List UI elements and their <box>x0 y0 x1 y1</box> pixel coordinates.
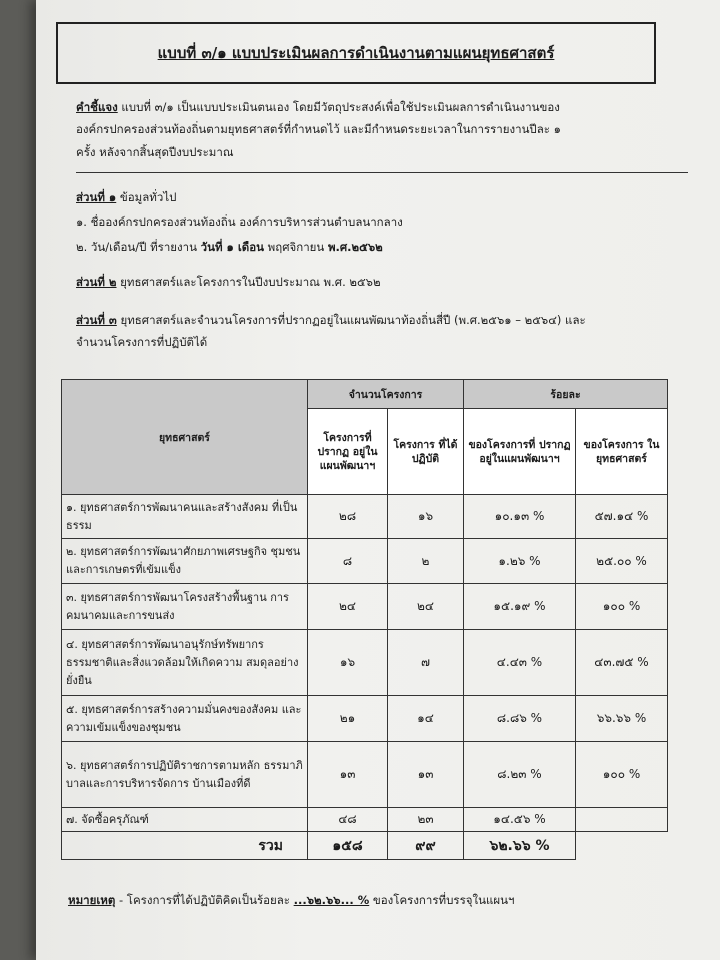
note-suffix: ของโครงการที่บรรจุในแผนฯ <box>372 893 515 907</box>
instructions-line-1 <box>76 98 560 116</box>
pct-plan: ๑๐.๑๓ % <box>464 495 576 539</box>
table-row <box>62 495 668 539</box>
in-plan-count: ๑๓ <box>308 742 388 808</box>
divider <box>76 172 688 173</box>
in-plan-count: ๘ <box>308 539 388 584</box>
table-row <box>62 584 668 630</box>
done-count: ๗ <box>388 630 464 696</box>
total-pct-plan: ๖๒.๖๖ % <box>464 832 576 860</box>
instructions-text-2: องค์กรปกครองส่วนท้องถิ่นตามยุทธศาสตร์ที่กำหนดไว้ และมีกำหนดระยะเวลาในการรายงานปีละ ๑ <box>76 122 561 136</box>
table-row <box>62 742 668 808</box>
header-pct-plan: ของโครงการที่ ปรากฏ อยู่ในแผนพัฒนาฯ <box>464 409 576 495</box>
footnote <box>68 892 514 910</box>
pct-strategy: ๑๐๐ % <box>576 584 668 630</box>
strategy-name: ๕. ยุทธศาสตร์การสร้างความมั่นคงของสังคม และความเข้มแข็งของชุมชน <box>62 696 308 742</box>
strategy-name: ๖. ยุทธศาสตร์การปฏิบัติราชการตามหลัก ธรรมาภิบาลและการบริหารจัดการ บ้านเมืองที่ดี <box>62 742 308 808</box>
strategy-name: ๒. ยุทธศาสตร์การพัฒนาศักยภาพเศรษฐกิจ ชุมชนและการเกษตรที่เข้มแข็ง <box>62 539 308 584</box>
total-done: ๙๙ <box>388 832 464 860</box>
in-plan-count: ๒๔ <box>308 584 388 630</box>
pct-strategy <box>576 808 668 832</box>
instructions-label: คำชี้แจง <box>76 100 118 114</box>
total-in-plan: ๑๕๘ <box>308 832 388 860</box>
strategy-name: ๗. จัดซื้อครุภัณฑ์ <box>62 808 308 832</box>
instructions-text-1: แบบที่ ๓/๑ เป็นแบบประเมินตนเอง โดยมีวัตถุประสงค์เพื่อใช้ประเมินผลการดำเนินงานของ <box>121 100 560 114</box>
pct-strategy: ๔๓.๗๕ % <box>576 630 668 696</box>
part3-text-2: จำนวนโครงการที่ปฏิบัติได้ <box>76 335 208 349</box>
header-strategy: ยุทธศาสตร์ <box>62 380 308 495</box>
part1-item-2 <box>76 238 383 256</box>
table-row <box>62 808 668 832</box>
pct-plan: ๘.๘๖ % <box>464 696 576 742</box>
report-year: พ.ศ.๒๕๖๒ <box>327 240 383 254</box>
report-month: พฤศจิกายน <box>267 240 325 254</box>
part2-label: ส่วนที่ ๒ <box>76 275 117 289</box>
header-pct-strategy: ของโครงการ ในยุทธศาสตร์ <box>576 409 668 495</box>
total-label: รวม <box>62 832 308 860</box>
done-count: ๑๔ <box>388 696 464 742</box>
title-box <box>56 22 656 84</box>
strategy-name: ๔. ยุทธศาสตร์การพัฒนาอนุรักษ์ทรัพยากร ธรรมชาติและสิ่งแวดล้อมให้เกิดความ สมดุลอย่างยั่งยืน <box>62 630 308 696</box>
strategy-name: ๓. ยุทธศาสตร์การพัฒนาโครงสร้างพื้นฐาน การคมนาคมและการขนส่ง <box>62 584 308 630</box>
instructions-text-3: ครั้ง หลังจากสิ้นสุดปีงบประมาณ <box>76 145 234 159</box>
pct-plan: ๔.๔๓ % <box>464 630 576 696</box>
in-plan-count: ๒๑ <box>308 696 388 742</box>
pct-strategy: ๑๐๐ % <box>576 742 668 808</box>
header-done: โครงการ ที่ได้ปฏิบัติ <box>388 409 464 495</box>
total-pct-strategy <box>576 832 668 860</box>
header-count-group: จำนวนโครงการ <box>308 380 464 409</box>
pct-plan: ๑๔.๕๖ % <box>464 808 576 832</box>
done-count: ๒ <box>388 539 464 584</box>
strategy-table <box>61 379 668 860</box>
part3-label: ส่วนที่ ๓ <box>76 313 117 327</box>
table-row <box>62 696 668 742</box>
part1-text: ข้อมูลทั่วไป <box>119 190 177 204</box>
pct-strategy: ๕๗.๑๔ % <box>576 495 668 539</box>
header-percent-group: ร้อยละ <box>464 380 668 409</box>
part1-item-1: ๑. ชื่อองค์กรปกครองส่วนท้องถิ่น องค์การบริหารส่วนตำบลนากลาง <box>76 215 403 229</box>
in-plan-count: ๔๘ <box>308 808 388 832</box>
pct-plan: ๑๕.๑๙ % <box>464 584 576 630</box>
part2-text: ยุทธศาสตร์และโครงการในปีงบประมาณ พ.ศ. ๒๕๖๒ <box>120 275 381 289</box>
in-plan-count: ๑๖ <box>308 630 388 696</box>
part3-text-1: ยุทธศาสตร์และจำนวนโครงการที่ปรากฏอยู่ในแผนพัฒนาท้องถิ่นสี่ปี (พ.ศ.๒๕๖๑ – ๒๕๖๔) และ <box>120 313 586 327</box>
report-day: วันที่ ๑ เดือน <box>200 240 265 254</box>
header-in-plan: โครงการที่ ปรากฏ อยู่ใน แผนพัฒนาฯ <box>308 409 388 495</box>
pct-strategy: ๒๕.๐๐ % <box>576 539 668 584</box>
done-count: ๒๓ <box>388 808 464 832</box>
total-row <box>62 832 668 860</box>
done-count: ๑๓ <box>388 742 464 808</box>
note-value: ...๖๒.๖๖... % <box>293 893 370 907</box>
part3-heading <box>76 311 586 329</box>
pct-plan: ๑.๒๖ % <box>464 539 576 584</box>
table-row <box>62 539 668 584</box>
part2-heading <box>76 273 381 291</box>
table-row <box>62 630 668 696</box>
in-plan-count: ๒๘ <box>308 495 388 539</box>
done-count: ๒๔ <box>388 584 464 630</box>
part1-label: ส่วนที่ ๑ <box>76 190 117 204</box>
note-prefix: - โครงการที่ได้ปฏิบัติคิดเป็นร้อยละ <box>119 893 290 907</box>
pct-strategy: ๖๖.๖๖ % <box>576 696 668 742</box>
part1-heading <box>76 188 176 206</box>
note-label: หมายเหตุ <box>68 893 116 907</box>
document-title: แบบที่ ๓/๑ แบบประเมินผลการดำเนินงานตามแผนยุทธศาสตร์ <box>157 44 555 62</box>
done-count: ๑๖ <box>388 495 464 539</box>
strategy-name: ๑. ยุทธศาสตร์การพัฒนาคนและสร้างสังคม ที่เป็นธรรม <box>62 495 308 539</box>
pct-plan: ๘.๒๓ % <box>464 742 576 808</box>
report-date-label: ๒. วัน/เดือน/ปี ที่รายงาน <box>76 240 197 254</box>
